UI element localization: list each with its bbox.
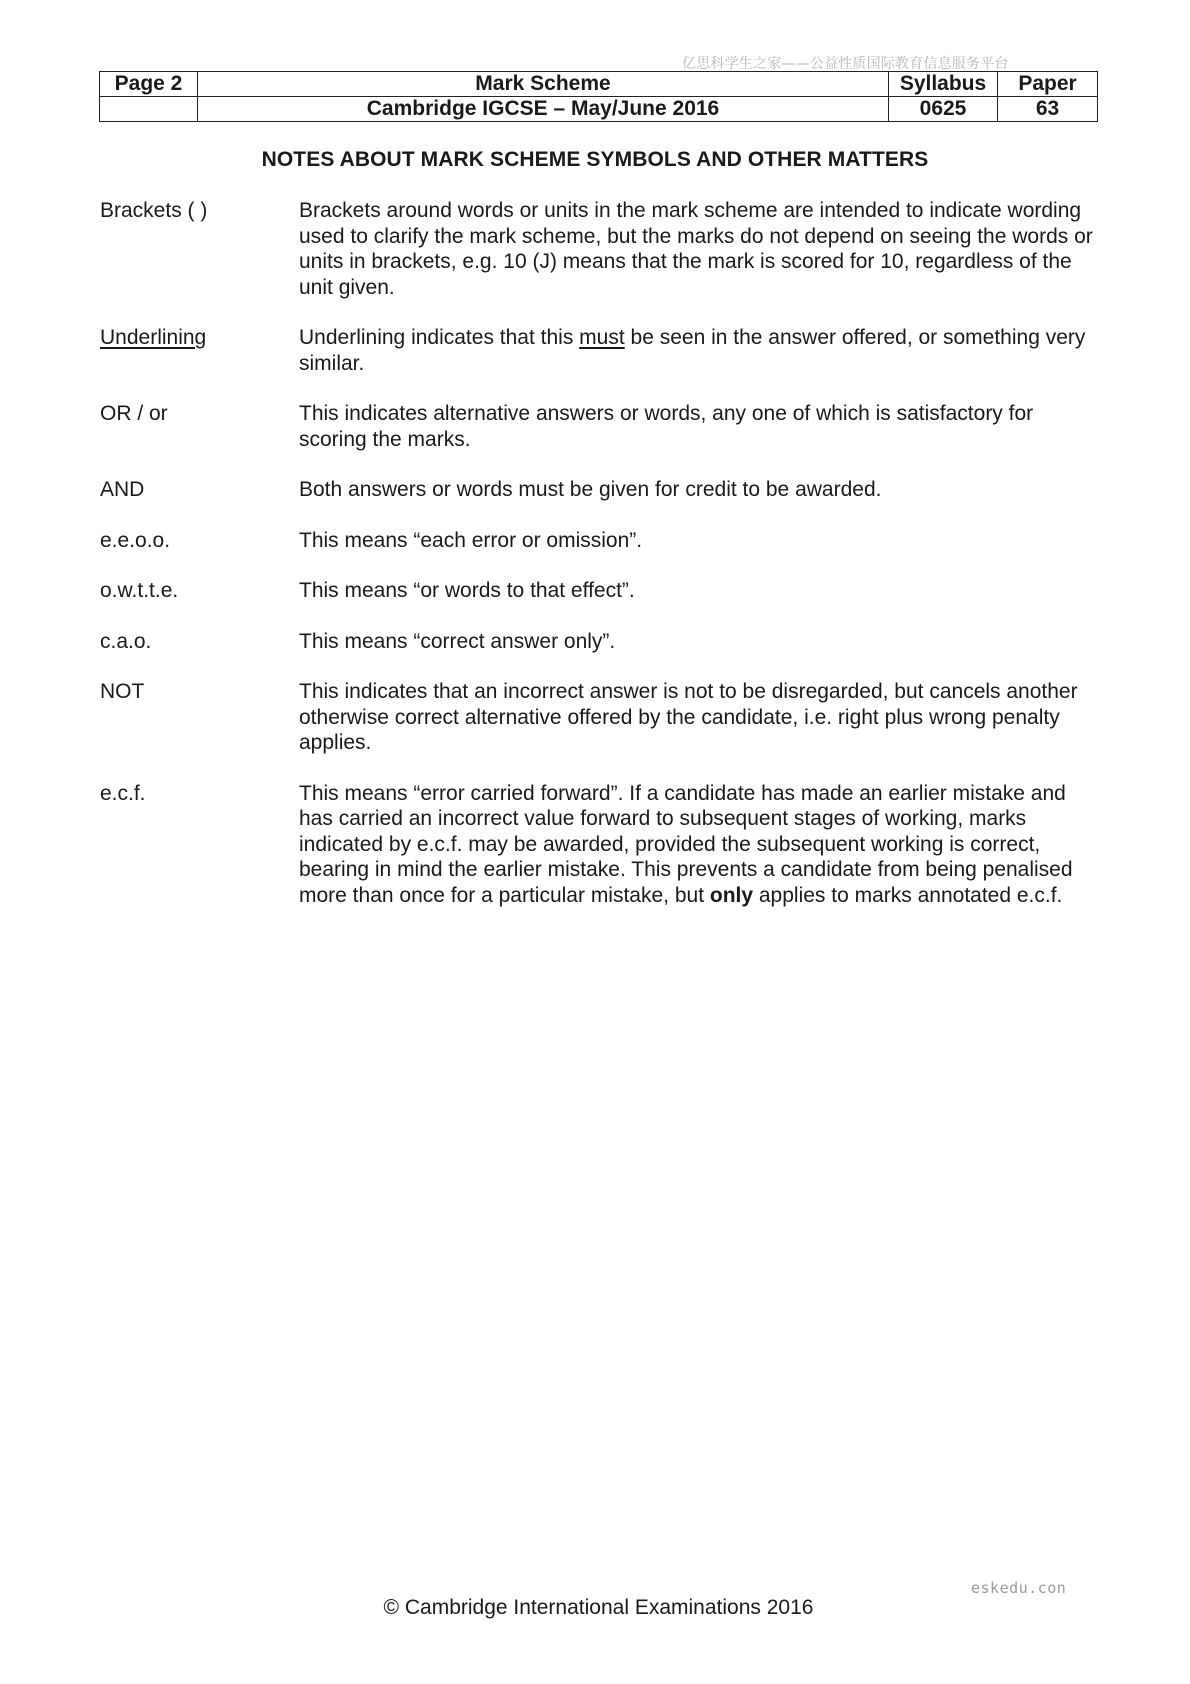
note-item (100, 578, 1100, 604)
document-title: Mark Scheme (198, 72, 889, 97)
definition-emphasis: only (709, 883, 754, 907)
note-item (100, 629, 1100, 655)
note-item (100, 528, 1100, 554)
notes-list (100, 198, 1100, 933)
note-definition: Brackets around words or units in the mark scheme are intended to indicate wording used to clarify the mark scheme, but the marks do not depend on seeing the words or units in brackets, e.g. 10 (J) means that the mark is scored for 10, regardless of the unit given. (299, 199, 1093, 299)
note-term: o.w.t.t.e. (100, 579, 179, 602)
note-definition: This means “or words to that effect”. (299, 579, 635, 602)
syllabus-label: Syllabus (889, 72, 998, 97)
definition-text: applies to marks annotated e.c.f. (753, 883, 1063, 907)
note-definition: This indicates that an incorrect answer is not to be disregarded, but cancels another otherwise correct alternative offered by the candidate, i.e. right plus wrong penalty applies. (299, 680, 1078, 754)
note-term: Brackets ( ) (100, 199, 208, 222)
definition-text: This means “error carried forward”. If a candidate has made an earlier mistake and has carried an incorrect value forward to subsequent stages of working, marks indicated by e.c.f. may be awarded, provided the subsequent working is correct, bearing in mind the earlier mistake. This prevents a candidate from being penalised more than once for a particular mistake, but (299, 781, 1073, 907)
note-item (100, 781, 1100, 909)
header-table (99, 71, 1098, 122)
note-definition: This means “each error or omission”. (299, 528, 643, 552)
note-item (100, 198, 1100, 300)
empty-cell (100, 97, 198, 122)
definition-text: Underlining indicates that this (299, 326, 580, 349)
note-term: OR / or (100, 402, 168, 425)
note-definition: Both answers or words must be given for credit to be awarded. (299, 478, 882, 501)
document-subtitle: Cambridge IGCSE – May/June 2016 (198, 97, 889, 122)
note-term: NOT (100, 680, 145, 703)
definition-text: be seen in the answer offered, or something very similar. (299, 326, 1086, 375)
note-term: c.a.o. (100, 629, 152, 653)
note-term: Underlining (100, 326, 207, 349)
note-definition (299, 325, 1100, 376)
note-item (100, 679, 1100, 756)
watermark-bottom: eskedu.con (971, 1579, 1067, 1597)
note-term: AND (100, 478, 145, 501)
copyright-footer: © Cambridge International Examinations 2016 (383, 1596, 814, 1619)
note-item (100, 325, 1100, 376)
paper-value: 63 (998, 97, 1098, 122)
note-term: e.e.o.o. (100, 528, 171, 552)
note-item (100, 477, 1100, 503)
note-term: e.c.f. (100, 781, 146, 805)
page-label: Page 2 (100, 72, 198, 97)
definition-emphasis: must (579, 326, 625, 349)
paper-label: Paper (998, 72, 1098, 97)
notes-title: NOTES ABOUT MARK SCHEME SYMBOLS AND OTHER MATTERS (261, 148, 929, 171)
note-definition: This means “correct answer only”. (299, 629, 616, 653)
watermark-top: 亿思科学生之家——公益性质国际教育信息服务平台 (682, 56, 1009, 72)
note-item (100, 401, 1100, 452)
note-definition (299, 781, 1100, 909)
note-definition: This indicates alternative answers or words, any one of which is satisfactory for scoring the marks. (299, 402, 1034, 451)
syllabus-value: 0625 (889, 97, 998, 122)
